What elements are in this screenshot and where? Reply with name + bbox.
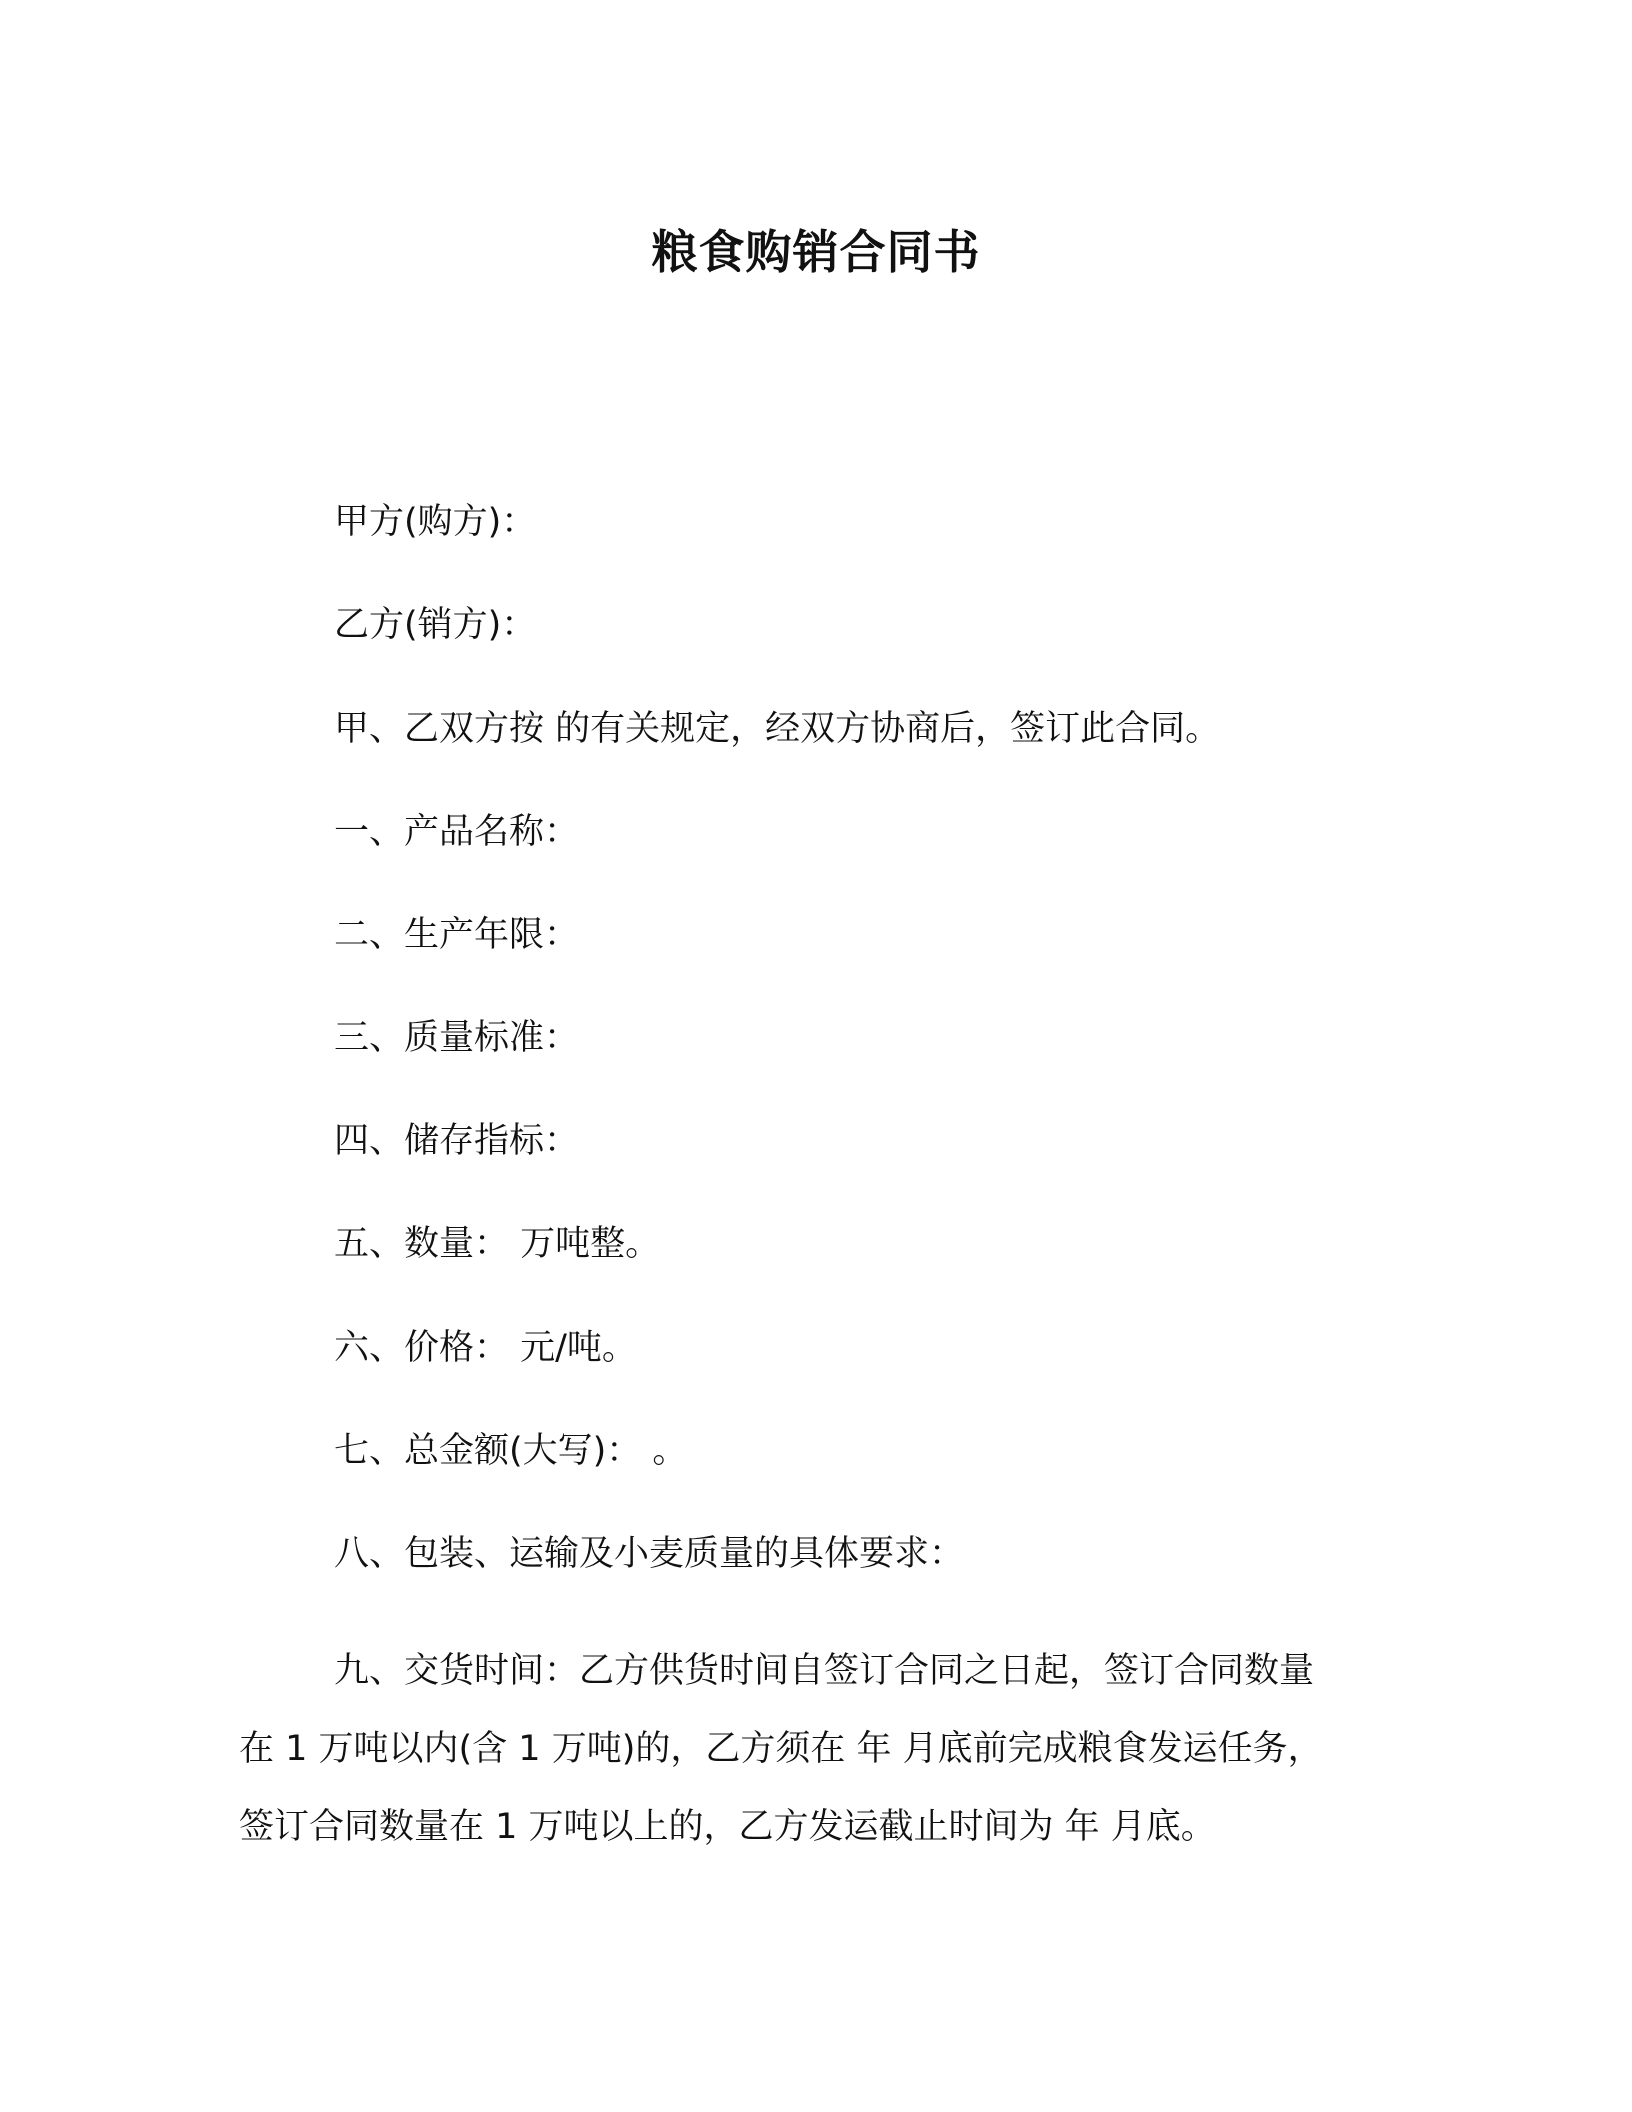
clause-packaging: 八、包装、运输及小麦质量的具体要求：: [334, 1534, 965, 1574]
clause-delivery-line-2: 在 1 万吨以内(含 1 万吨)的，乙方须在 年 月底前完成粮食发运任务，: [239, 1729, 1323, 1769]
agreement-intro: 甲、乙双方按 的有关规定，经双方协商后，签订此合同。: [334, 709, 1221, 749]
clause-quality-standard: 三、质量标准：: [334, 1018, 580, 1058]
clause-production-year: 二、生产年限：: [334, 915, 580, 955]
clause-storage-index: 四、储存指标：: [334, 1121, 580, 1161]
clause-price: 六、价格： 元/吨。: [334, 1328, 637, 1368]
party-b-line: 乙方(销方)：: [334, 605, 537, 645]
clause-total-amount: 七、总金额(大写)： 。: [334, 1431, 688, 1471]
clause-delivery-line-1: 九、交货时间：乙方供货时间自签订合同之日起，签订合同数量: [334, 1651, 1315, 1691]
clause-delivery-line-3: 签订合同数量在 1 万吨以上的，乙方发运截止时间为 年 月底。: [239, 1807, 1216, 1847]
party-a-line: 甲方(购方)：: [334, 502, 537, 542]
clause-delivery-time: [239, 1632, 1379, 1866]
clause-quantity: 五、数量： 万吨整。: [334, 1224, 661, 1264]
clause-product-name: 一、产品名称：: [334, 812, 580, 852]
document-title: 粮食购销合同书: [651, 225, 981, 279]
